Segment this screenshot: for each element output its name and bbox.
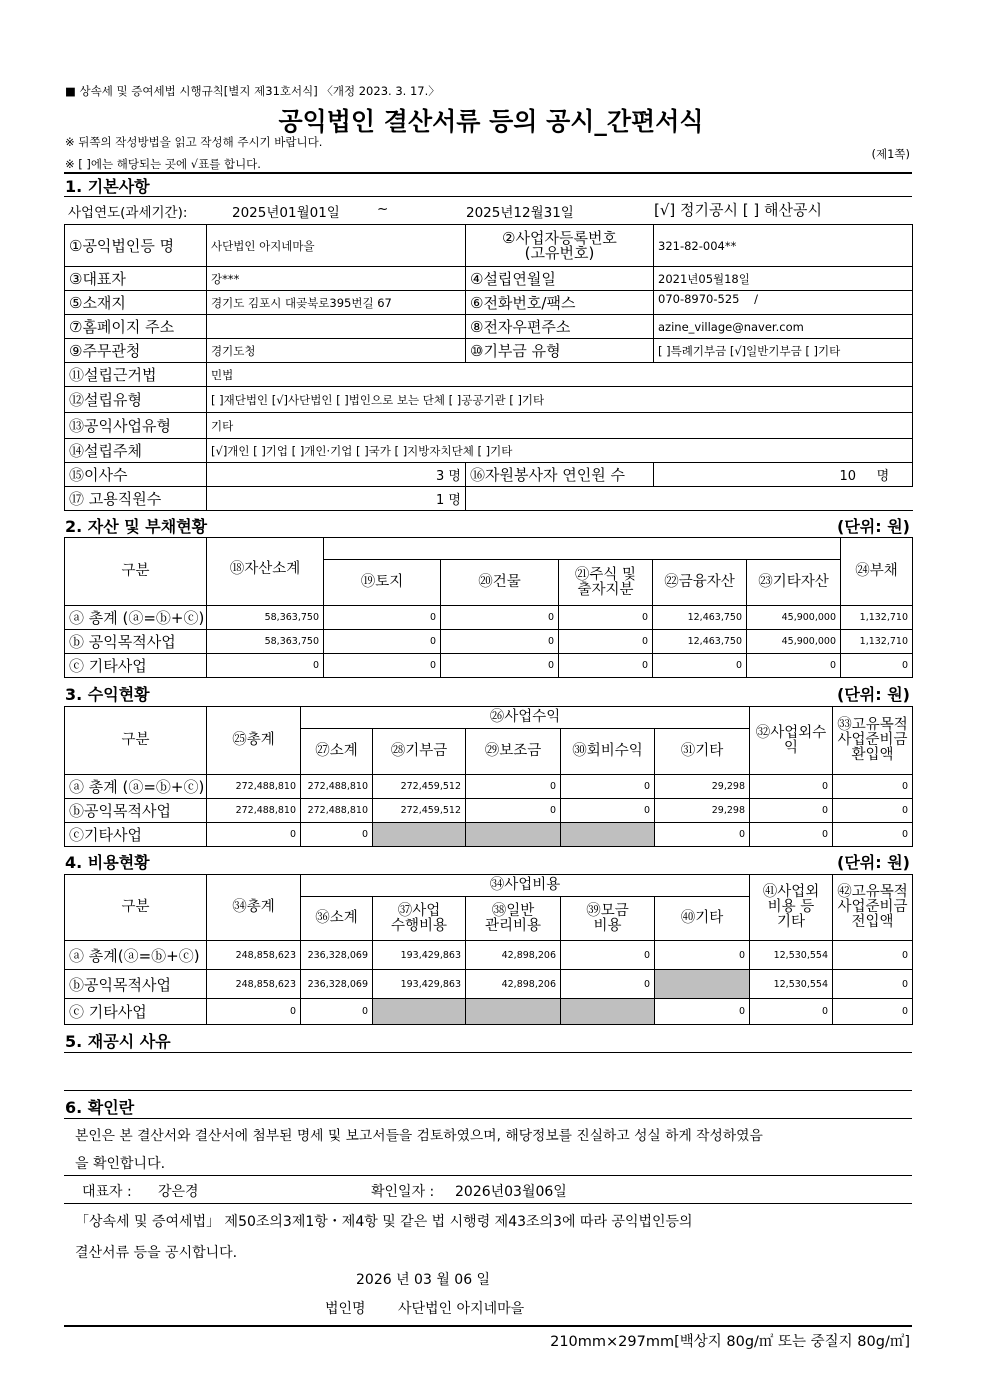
divider xyxy=(64,172,912,174)
table-row xyxy=(65,487,913,511)
phone-fax-value xyxy=(654,291,913,315)
cell: 58,363,750 xyxy=(207,606,324,630)
establish-type-label: ⑫설립유형 xyxy=(65,387,207,413)
table-row xyxy=(65,941,913,970)
corp-name-label: 법인명 xyxy=(325,1301,366,1317)
cell: 0 xyxy=(207,823,301,847)
revenue-header-non-business: ㉜사업외수 익 xyxy=(750,707,833,775)
org-name-label: ①공익법인등 명 xyxy=(65,225,207,267)
table-row xyxy=(65,799,913,823)
assets-header-financial: ㉒금융자산 xyxy=(653,560,747,606)
divider xyxy=(64,1175,912,1176)
cell: 272,488,810 xyxy=(301,775,373,799)
donation-type-value: [ ]특례기부금 [√]일반기부금 [ ]기타 xyxy=(654,339,913,363)
checkbox-note: ※ [ ]에는 해당되는 곳에 √표를 합니다. xyxy=(65,157,261,171)
biz-reg-label: ②사업자등록번호 (고유번호) xyxy=(466,225,654,267)
cell: 58,363,750 xyxy=(207,630,324,654)
cell: 0 xyxy=(559,630,653,654)
homepage-label: ⑦홈페이지 주소 xyxy=(65,315,207,339)
cell: 0 xyxy=(561,799,655,823)
cell: 272,488,810 xyxy=(207,775,301,799)
authority-value: 경기도청 xyxy=(207,339,466,363)
cell: 12,530,554 xyxy=(750,941,833,970)
legal-text-line2: 결산서류 등을 공시합니다. xyxy=(75,1245,238,1261)
cell: 0 xyxy=(655,999,750,1025)
cell: 45,900,000 xyxy=(747,606,841,630)
shaded-cell xyxy=(466,823,561,847)
instruction-note: ※ 뒤쪽의 작성방법을 읽고 작성해 주시기 바랍니다. xyxy=(65,135,323,149)
assets-header-land: ⑲토지 xyxy=(324,560,441,606)
expense-header-total: ㉞총계 xyxy=(207,875,301,941)
assets-row-label: ⓐ 총계 (ⓐ=ⓑ+ⓒ) xyxy=(65,606,207,630)
cell: 0 xyxy=(833,799,913,823)
table-row xyxy=(65,654,913,678)
expense-row-label: ⓑ공익목적사업 xyxy=(65,970,207,999)
revenue-header-subtotal: ㉗소계 xyxy=(301,729,373,775)
directors-label: ⑮이사수 xyxy=(65,463,207,487)
table-row xyxy=(65,606,913,630)
table-row xyxy=(65,707,913,729)
authority-label: ⑨주무관청 xyxy=(65,339,207,363)
section-assets-title: 2. 자산 및 부채현황 xyxy=(65,517,208,536)
disclosure-type: [√] 정기공시 [ ] 해산공시 xyxy=(654,201,822,219)
table-row xyxy=(65,538,913,560)
sign-date: 2026 년 03 월 06 일 xyxy=(356,1272,491,1288)
table-row xyxy=(65,463,913,487)
shaded-cell xyxy=(373,823,466,847)
cell: 12,463,750 xyxy=(653,606,747,630)
expense-header-subtotal: ㊱소계 xyxy=(301,897,373,941)
table-row xyxy=(65,999,913,1025)
cell: 0 xyxy=(833,823,913,847)
expense-header-fundraising: ㊴모금 비용 xyxy=(561,897,655,941)
cell: 0 xyxy=(324,654,441,678)
cell: 42,898,206 xyxy=(466,941,561,970)
cell: 0 xyxy=(750,999,833,1025)
revenue-header-group: ㉖사업수익 xyxy=(301,707,750,729)
assets-table xyxy=(64,537,913,678)
cell: 29,298 xyxy=(655,775,750,799)
table-row xyxy=(65,225,913,267)
establish-type-value: [ ]재단법인 [√]사단법인 [ ]법인으로 보는 단체 [ ]공공기관 [ ]기타 xyxy=(207,387,913,413)
representative-value: 강*** xyxy=(207,267,466,291)
section-basic-title: 1. 기본사항 xyxy=(65,177,150,196)
expense-header-other: ㊵기타 xyxy=(655,897,750,941)
email-label: ⑧전자우편주소 xyxy=(466,315,654,339)
cell: 0 xyxy=(466,775,561,799)
legal-text-line1: 「상속세 및 증여세법」 제50조의3제1항・제4항 및 같은 법 시행령 제43조의3에 따라 공익법인등의 xyxy=(75,1214,693,1230)
employees-value: 1 명 xyxy=(207,487,466,511)
cell: 0 xyxy=(301,823,373,847)
revenue-header-fees: ㉚회비수익 xyxy=(561,729,655,775)
revenue-header-total: ㉕총계 xyxy=(207,707,301,775)
cell: 0 xyxy=(561,775,655,799)
assets-unit: (단위: 원) xyxy=(837,517,910,536)
table-row xyxy=(65,970,913,999)
cell: 29,298 xyxy=(655,799,750,823)
form-reference: ■ 상속세 및 증여세법 시행규칙[별지 제31호서식] 〈개정 2023. 3. 17.〉 xyxy=(65,84,440,98)
cell: 1,132,710 xyxy=(841,630,913,654)
founder-value: [√]개인 [ ]기업 [ ]개인·기업 [ ]국가 [ ]지방자치단체 [ ]기타 xyxy=(207,439,913,463)
cell: 0 xyxy=(301,999,373,1025)
confirm-date-label: 확인일자 : xyxy=(371,1184,435,1200)
cell: 272,488,810 xyxy=(301,799,373,823)
table-row xyxy=(65,630,913,654)
empty-cell xyxy=(466,487,913,511)
cell: 0 xyxy=(833,941,913,970)
volunteers-cell xyxy=(654,463,913,487)
assets-row-label: ⓒ 기타사업 xyxy=(65,654,207,678)
table-row xyxy=(65,823,913,847)
cell: 0 xyxy=(441,654,559,678)
revenue-unit: (단위: 원) xyxy=(837,685,910,704)
period-start: 2025년01월01일 xyxy=(232,205,340,221)
table-row xyxy=(65,387,913,413)
cell: 0 xyxy=(833,970,913,999)
section-reason-title: 5. 재공시 사유 xyxy=(65,1032,171,1051)
cell: 0 xyxy=(653,654,747,678)
cell: 0 xyxy=(750,823,833,847)
cell: 0 xyxy=(324,606,441,630)
table-row xyxy=(65,315,913,339)
cell: 0 xyxy=(559,606,653,630)
expense-header-category: 구분 xyxy=(65,875,207,941)
cell: 236,328,069 xyxy=(301,970,373,999)
assets-header-stocks: ㉑주식 및 출자지분 xyxy=(559,560,653,606)
assets-header-liabilities: ㉔부채 xyxy=(841,538,913,606)
paper-spec: 210mm×297mm[백상지 80g/㎡ 또는 중질지 80g/㎡] xyxy=(550,1334,910,1350)
cell: 0 xyxy=(324,630,441,654)
table-row xyxy=(65,413,913,439)
assets-header-other: ㉓기타자산 xyxy=(747,560,841,606)
email-value: azine_village@naver.com xyxy=(654,315,913,339)
confirm-text-line2: 을 확인합니다. xyxy=(75,1156,166,1172)
fax-separator: / xyxy=(754,292,758,306)
section-confirm-title: 6. 확인란 xyxy=(65,1098,135,1117)
revenue-header-subsidies: ㉙보조금 xyxy=(466,729,561,775)
employees-label: ⑰ 고용직원수 xyxy=(65,487,207,511)
divider xyxy=(64,1090,912,1091)
assets-header-total: ⑱자산소계 xyxy=(207,538,324,606)
revenue-row-label: ⓑ공익목적사업 xyxy=(65,799,207,823)
assets-header-group xyxy=(324,538,841,560)
basic-info-table xyxy=(64,224,913,511)
founded-date-value: 2021년05월18일 xyxy=(654,267,913,291)
cell: 45,900,000 xyxy=(747,630,841,654)
revenue-table xyxy=(64,706,913,847)
cell: 0 xyxy=(441,606,559,630)
cell: 0 xyxy=(561,941,655,970)
directors-value: 3 명 xyxy=(207,463,466,487)
legal-basis-label: ⑪설립근거법 xyxy=(65,363,207,387)
revenue-header-category: 구분 xyxy=(65,707,207,775)
cell: 248,858,623 xyxy=(207,970,301,999)
confirm-date-value: 2026년03월06일 xyxy=(455,1184,567,1200)
rep-label: 대표자 : xyxy=(82,1184,132,1200)
revenue-header-donations: ㉘기부금 xyxy=(373,729,466,775)
table-row xyxy=(65,339,913,363)
cell: 0 xyxy=(833,775,913,799)
period-label: 사업연도(과세기간): xyxy=(68,205,188,221)
address-value: 경기도 김포시 대곶북로395번길 67 xyxy=(207,291,466,315)
table-row xyxy=(65,439,913,463)
cell: 0 xyxy=(559,654,653,678)
cell: 272,459,512 xyxy=(373,799,466,823)
expense-table xyxy=(64,874,913,1025)
donation-type-label: ⑩기부금 유형 xyxy=(466,339,654,363)
cell: 0 xyxy=(655,941,750,970)
cell: 0 xyxy=(207,999,301,1025)
cell: 272,459,512 xyxy=(373,775,466,799)
assets-header-building: ⑳건물 xyxy=(441,560,559,606)
table-row xyxy=(65,363,913,387)
document-title: 공익법인 결산서류 등의 공시_간편서식 xyxy=(278,107,704,136)
corp-name: 사단법인 아지네마을 xyxy=(398,1301,525,1317)
expense-row-label: ⓐ 총계(ⓐ=ⓑ+ⓒ) xyxy=(65,941,207,970)
divider xyxy=(64,1325,912,1327)
legal-basis-value: 민법 xyxy=(207,363,913,387)
cell: 0 xyxy=(466,799,561,823)
shaded-cell xyxy=(561,999,655,1025)
confirm-text-line1: 본인은 본 결산서와 결산서에 첨부된 명세 및 보고서들을 검토하였으며, 해당정보를 진실하고 성실 하게 작성하였음 xyxy=(75,1128,763,1144)
cell: 1,132,710 xyxy=(841,606,913,630)
table-row xyxy=(65,267,913,291)
cell: 193,429,863 xyxy=(373,970,466,999)
expense-unit: (단위: 원) xyxy=(837,853,910,872)
expense-row-label: ⓒ 기타사업 xyxy=(65,999,207,1025)
cell: 0 xyxy=(655,823,750,847)
divider xyxy=(64,1203,912,1204)
homepage-value xyxy=(207,315,466,339)
cell: 0 xyxy=(207,654,324,678)
founder-label: ⑭설립주체 xyxy=(65,439,207,463)
public-biz-type-value: 기타 xyxy=(207,413,913,439)
period-end: 2025년12월31일 xyxy=(466,205,574,221)
revenue-header-other: ㉛기타 xyxy=(655,729,750,775)
cell: 42,898,206 xyxy=(466,970,561,999)
divider xyxy=(64,1118,912,1119)
shaded-cell xyxy=(561,823,655,847)
org-name-value: 사단법인 아지네마을 xyxy=(207,225,466,267)
cell: 0 xyxy=(750,799,833,823)
public-biz-type-label: ⑬공익사업유형 xyxy=(65,413,207,439)
revenue-header-reserve: ㉝고유목적 사업준비금 환입액 xyxy=(833,707,913,775)
cell: 272,488,810 xyxy=(207,799,301,823)
cell: 12,530,554 xyxy=(750,970,833,999)
revenue-row-label: ⓐ 총계 (ⓐ=ⓑ+ⓒ) xyxy=(65,775,207,799)
assets-row-label: ⓑ 공익목적사업 xyxy=(65,630,207,654)
rep-name: 강은경 xyxy=(158,1184,199,1200)
expense-header-group: ㉞사업비용 xyxy=(301,875,750,897)
expense-header-non-business: ㊶사업외 비용 등 기타 xyxy=(750,875,833,941)
cell: 12,463,750 xyxy=(653,630,747,654)
assets-header-category: 구분 xyxy=(65,538,207,606)
cell: 0 xyxy=(750,775,833,799)
phone-fax-label: ⑥전화번호/팩스 xyxy=(466,291,654,315)
biz-reg-value: 321-82-004** xyxy=(654,225,913,267)
period-tilde: ~ xyxy=(377,201,389,217)
table-row xyxy=(65,875,913,897)
shaded-cell xyxy=(655,970,750,999)
cell: 0 xyxy=(561,970,655,999)
page-number: (제1쪽) xyxy=(871,147,910,161)
cell: 0 xyxy=(441,630,559,654)
volunteers-value: 10 xyxy=(839,469,856,484)
table-row xyxy=(65,775,913,799)
divider xyxy=(64,1052,912,1053)
volunteers-label: ⑯자원봉사자 연인원 수 xyxy=(466,463,654,487)
cell: 193,429,863 xyxy=(373,941,466,970)
table-row xyxy=(65,291,913,315)
cell: 0 xyxy=(747,654,841,678)
phone-value: 070-8970-525 xyxy=(658,292,740,306)
founded-date-label: ④설립연월일 xyxy=(466,267,654,291)
divider xyxy=(64,196,912,197)
expense-header-execution: ㊲사업 수행비용 xyxy=(373,897,466,941)
shaded-cell xyxy=(373,999,466,1025)
representative-label: ③대표자 xyxy=(65,267,207,291)
expense-header-admin: ㊳일반 관리비용 xyxy=(466,897,561,941)
section-expense-title: 4. 비용현황 xyxy=(65,853,150,872)
expense-header-reserve: ㊷고유목적 사업준비금 전입액 xyxy=(833,875,913,941)
cell: 0 xyxy=(833,999,913,1025)
cell: 0 xyxy=(841,654,913,678)
shaded-cell xyxy=(466,999,561,1025)
volunteers-unit: 명 xyxy=(876,469,890,484)
address-label: ⑤소재지 xyxy=(65,291,207,315)
revenue-row-label: ⓒ기타사업 xyxy=(65,823,207,847)
cell: 236,328,069 xyxy=(301,941,373,970)
section-revenue-title: 3. 수익현황 xyxy=(65,685,150,704)
cell: 248,858,623 xyxy=(207,941,301,970)
